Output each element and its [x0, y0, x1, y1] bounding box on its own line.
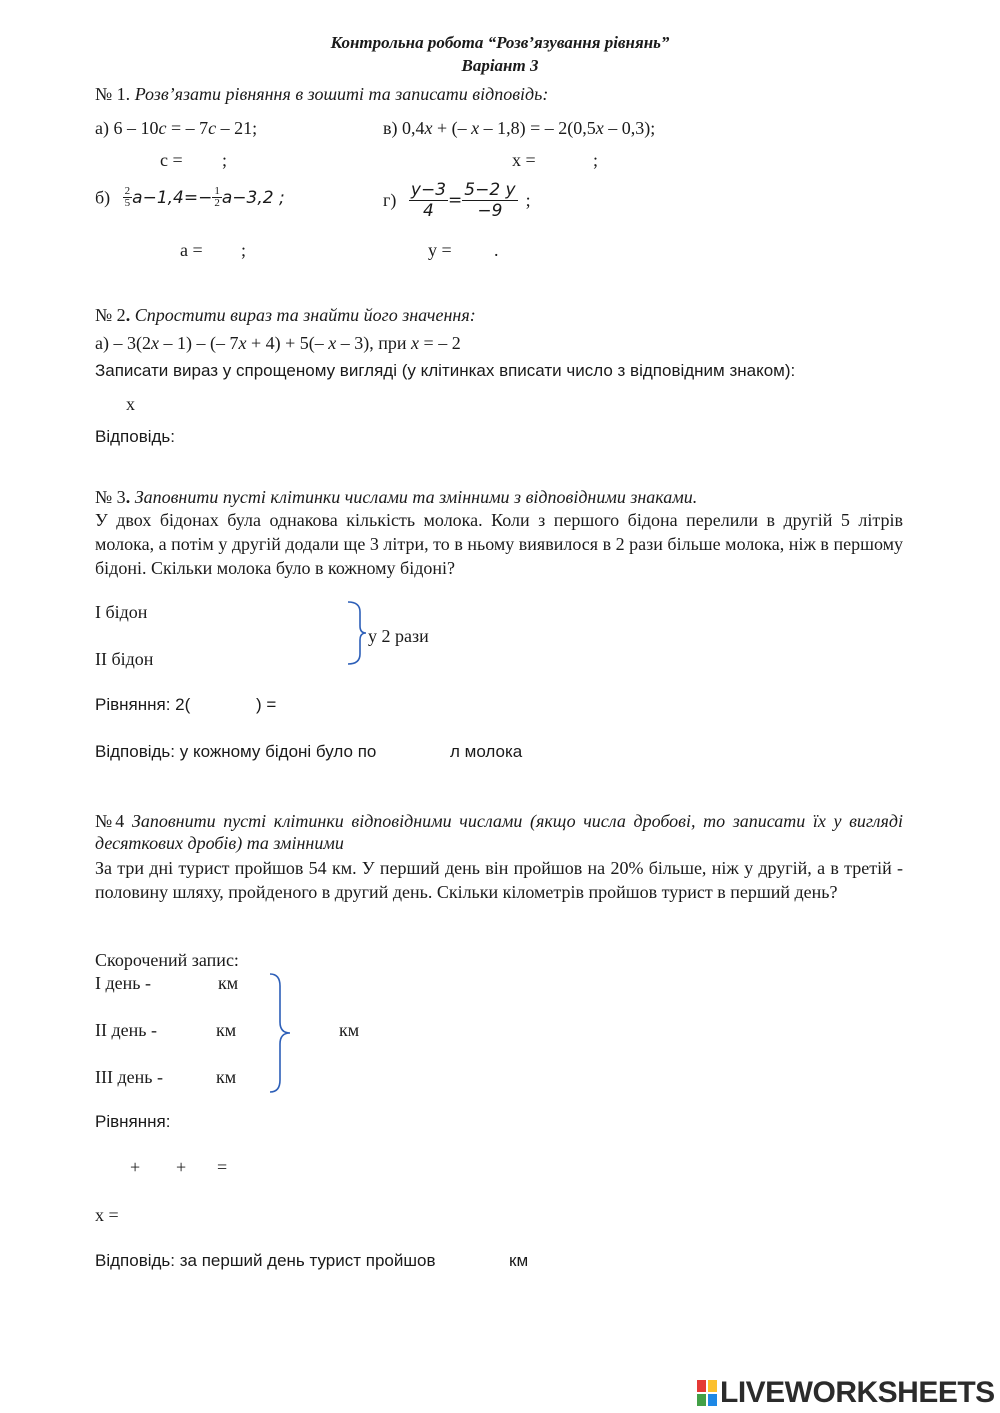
task1-number: № 1. [95, 84, 131, 104]
document-title: Контрольна робота “Розв’язування рівнянь” [330, 33, 670, 52]
task2-simplified-x: x [126, 394, 135, 414]
task4-equation-label: Рівняння: [95, 1112, 171, 1131]
task4-term3-input[interactable] [191, 1157, 215, 1177]
task1-answer-b-input[interactable] [207, 240, 245, 260]
logo-square-red [697, 1380, 706, 1392]
task4-problem-text: За три дні турист пройшов 54 км. У перший день він пройшов на 20% більше, ніж у другій, а в третій - половину шляху, пройденого в другий день. Скільки кілометрів пройшов турист в перший день? [95, 858, 903, 902]
task2-expression: а) – 3(2x – 1) – (– 7x + 4) + 5(– x – 3), при x = – 2 [95, 333, 461, 353]
fraction-y-minus-3-over-4: $\frac{y-3}{4}$ [410, 180, 447, 221]
task2-answer-label: Відповідь: [95, 427, 176, 446]
task4-total-input[interactable] [298, 1020, 336, 1040]
task3-problem-text: У двох бідонах була однакова кількість молока. Коли з першого бідона перелили в другій 5 літрів молока, а потім у другій додали ще 3 літри, то в ньому виявилося в 2 рази більше молока, ніж в першому бідоні. Скільки молока було в кожному бідоні? [95, 510, 903, 578]
task3-can2-input[interactable] [180, 649, 250, 669]
task4-right-brace [266, 972, 296, 1094]
task4-plus-1: + [130, 1157, 141, 1177]
task1-answer-g-input[interactable] [457, 240, 495, 260]
variant-label: Варіант 3 [461, 56, 539, 75]
task4-term1-input[interactable] [95, 1157, 125, 1177]
task3-equation-inner-input[interactable] [202, 695, 252, 715]
task4-total-km: км [339, 1020, 360, 1040]
liveworksheets-logo[interactable] [697, 1376, 995, 1410]
task4-day3-input[interactable] [172, 1067, 212, 1087]
task1-heading [95, 84, 548, 105]
task2-constant-input[interactable] [140, 394, 178, 414]
task3-answer-input[interactable] [412, 742, 446, 762]
task2-heading: № 2. Спростити вираз та знайти його значення: [95, 305, 476, 325]
fraction-1-2: $\frac{1}{2}$ [214, 185, 220, 210]
task3-answer-suffix: л молока [450, 742, 523, 761]
task4-day2-label: ІІ день - [95, 1020, 157, 1040]
task4-answer-suffix: км [509, 1251, 529, 1270]
task4-day3-km: км [216, 1067, 237, 1087]
task4-term2-input[interactable] [146, 1157, 174, 1177]
task1-answer-a-label: c = [160, 150, 183, 170]
task3-equation-rhs-input[interactable] [285, 695, 345, 715]
task3-equation-suffix: ) = [256, 695, 277, 714]
task4-plus-2: + [176, 1157, 187, 1177]
fraction-5-minus-2y-over-minus-9: $\frac{5-2 y}{-9}$ [464, 180, 516, 221]
logo-text: LIVEWORKSHEETS [720, 1376, 995, 1409]
task2-simplify-instruction: Записати вираз у спрощеному вигляді (у клітинках вписати число з відповідним знаком): [95, 361, 796, 380]
task2-answer-input[interactable] [190, 427, 250, 447]
task1-answer-g-label: y = [428, 240, 452, 260]
task4-day2-input[interactable] [168, 1020, 210, 1040]
task1-equation-v: в) 0,4x + (– x – 1,8) = – 2(0,5x – 0,3); [383, 118, 656, 138]
logo-square-green [697, 1394, 706, 1406]
task3-right-brace [344, 600, 368, 666]
task1-answer-a-end: ; [222, 150, 228, 170]
task3-can2-label: ІІ бідон [95, 649, 154, 669]
task4-x-label: x = [95, 1205, 119, 1225]
task3-equation-prefix: Рівняння: 2( [95, 695, 191, 714]
logo-mark-icon [697, 1380, 717, 1406]
task1-answer-v-label: x = [512, 150, 536, 170]
task1-answer-g-end: . [494, 240, 499, 260]
task4-day1-km: км [218, 973, 239, 993]
task4-day1-input[interactable] [162, 973, 212, 993]
logo-square-yellow [708, 1380, 717, 1392]
task4-day3-label: ІІІ день - [95, 1067, 163, 1087]
task3-heading: № 3. Заповнити пусті клітинки числами та змінними з відповідними знаками. [95, 487, 698, 507]
task1-instruction: Розв’язати рівняння в зошиті та записати відповідь: [134, 84, 549, 104]
task3-brace-label: у 2 рази [368, 626, 429, 646]
task4-equals: = [217, 1157, 228, 1177]
task3-answer-prefix: Відповідь: у кожному бідоні було по [95, 742, 377, 761]
task4-short-label: Скорочений запис: [95, 950, 239, 970]
task2-coefficient-input[interactable] [95, 394, 123, 414]
task4-day1-label: І день - [95, 973, 151, 993]
task1-equation-b: б) $\frac{2}{5}$ a−1,4=− $\frac{1}{2}$ a−3,2 ; [95, 185, 285, 210]
task3-can1-label: І бідон [95, 602, 148, 622]
task1-answer-v-end: ; [593, 150, 599, 170]
task1-answer-v-input[interactable] [545, 150, 583, 170]
task1-equation-a: а) 6 – 10c = – 7c – 21; [95, 118, 258, 138]
task1-answer-b-label: a = [180, 240, 203, 260]
task1-equation-g: г) $\frac{y-3}{4}$ = $\frac{5-2 y}{-9}$ ; [383, 180, 531, 221]
logo-square-blue [708, 1394, 717, 1406]
fraction-2-5: $\frac{2}{5}$ [124, 185, 131, 210]
task4-answer-input[interactable] [470, 1251, 504, 1271]
task4-equation-rhs-input[interactable] [236, 1157, 286, 1177]
task4-heading: №4 Заповнити пусті клітинки відповідними числами (якщо числа дробові, то записати їх у вигляді десяткових дробів) та змінними [95, 811, 903, 853]
task4-day2-km: км [216, 1020, 237, 1040]
task4-x-input[interactable] [128, 1205, 188, 1225]
task4-answer-prefix: Відповідь: за перший день турист пройшов [95, 1251, 436, 1270]
task3-can1-input[interactable] [180, 602, 250, 622]
task1-answer-b-end: ; [241, 240, 247, 260]
